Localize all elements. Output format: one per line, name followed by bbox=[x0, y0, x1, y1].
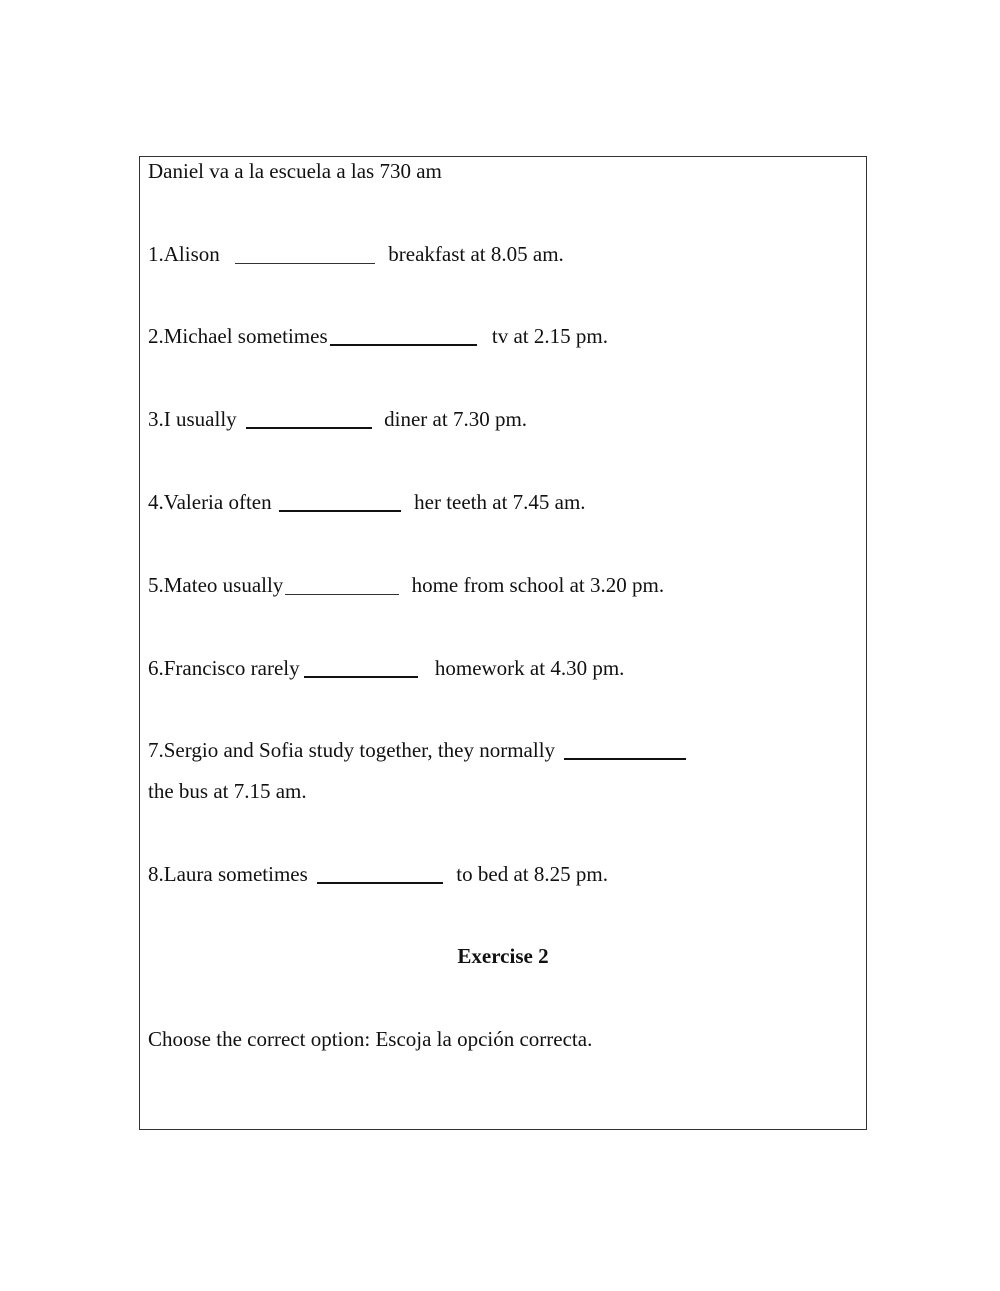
question-3-text: 3.I usually bbox=[148, 407, 237, 431]
question-1-blank[interactable] bbox=[235, 260, 375, 261]
question-8-blank[interactable] bbox=[317, 880, 443, 881]
question-7-text: 7.Sergio and Sofia study together, they normally bbox=[148, 738, 556, 762]
question-4 bbox=[148, 489, 586, 515]
worksheet-frame bbox=[139, 156, 867, 1130]
question-6-text: 6.Francisco rarely bbox=[148, 656, 300, 680]
question-8-rest: to bed at 8.25 pm. bbox=[456, 862, 608, 886]
question-5-text: 5.Mateo usually bbox=[148, 573, 284, 597]
question-2-rest: tv at 2.15 pm. bbox=[491, 324, 608, 348]
question-1-text: 1.Alison bbox=[148, 242, 220, 266]
question-5 bbox=[148, 572, 664, 598]
question-2 bbox=[148, 323, 608, 349]
question-2-text: 2.Michael sometimes bbox=[148, 324, 328, 348]
question-7 bbox=[148, 737, 686, 763]
question-1 bbox=[148, 241, 564, 267]
question-2-blank[interactable] bbox=[330, 342, 477, 343]
question-4-text: 4.Valeria often bbox=[148, 490, 272, 514]
question-7-continued: the bus at 7.15 am. bbox=[148, 779, 307, 803]
intro-sentence: Daniel va a la escuela a las 730 am bbox=[148, 159, 442, 183]
question-3 bbox=[148, 406, 527, 432]
question-5-rest: home from school at 3.20 pm. bbox=[411, 573, 665, 597]
question-3-blank[interactable] bbox=[246, 425, 372, 426]
question-6-blank[interactable] bbox=[304, 674, 418, 675]
exercise-2-heading: Exercise 2 bbox=[457, 944, 549, 968]
question-8-text: 8.Laura sometimes bbox=[148, 862, 308, 886]
question-7-blank[interactable] bbox=[564, 756, 686, 757]
question-6-rest: homework at 4.30 pm. bbox=[434, 656, 625, 680]
exercise-2-instruction: Choose the correct option: Escoja la opción correcta. bbox=[148, 1027, 593, 1051]
question-8 bbox=[148, 861, 608, 887]
question-6 bbox=[148, 655, 624, 681]
question-4-rest: her teeth at 7.45 am. bbox=[414, 490, 586, 514]
question-3-rest: diner at 7.30 pm. bbox=[384, 407, 528, 431]
question-5-blank[interactable] bbox=[285, 591, 399, 592]
question-1-rest: breakfast at 8.05 am. bbox=[388, 242, 564, 266]
question-4-blank[interactable] bbox=[279, 508, 401, 509]
